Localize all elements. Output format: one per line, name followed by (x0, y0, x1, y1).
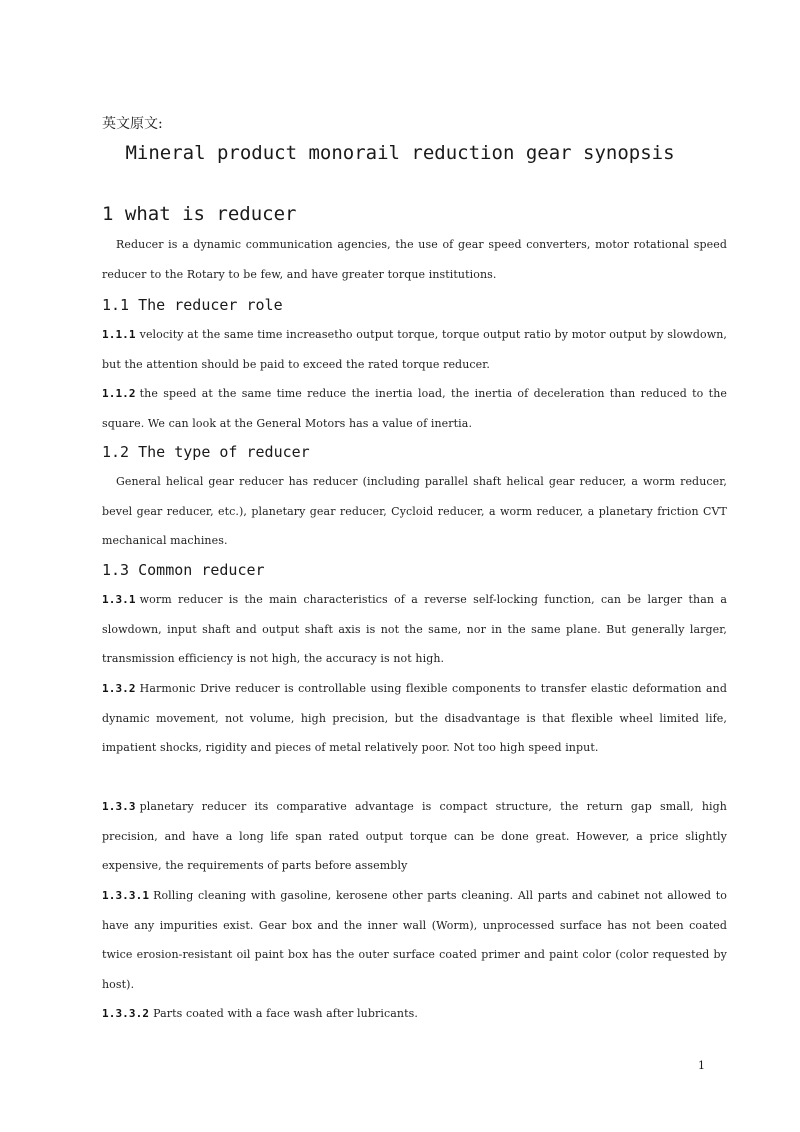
page-number: 1 (698, 1059, 705, 1072)
paragraph-1-3-3-2 (102, 999, 727, 1029)
paragraph-number: 1.1.2 (102, 387, 136, 400)
paragraph-number: 1.3.3.1 (102, 889, 150, 902)
paragraph-text: the speed at the same time reduce the inertia load, the inertia of deceleration than reduced to the square. We can look at the General Motors has a value of inertia. (102, 387, 727, 430)
paragraph-1-3-2 (102, 674, 727, 763)
heading-common-reducer: 1.3 Common reducer (102, 561, 265, 579)
paragraph-text: worm reducer is the main characteristics of a reverse self-locking function, can be larger than a slowdown, input shaft and output shaft axis is not the same, nor in the same plane. But generally larger, transmission efficiency is not high, the accuracy is not high. (102, 593, 727, 665)
paragraph-1-1-1 (102, 320, 727, 379)
paragraph-number: 1.3.2 (102, 682, 136, 695)
paragraph-1-1-2 (102, 379, 727, 438)
paragraph-text: Harmonic Drive reducer is controllable using flexible components to transfer elastic deformation and dynamic movement, not volume, high precision, but the disadvantage is that flexible wheel limited life, impatient shocks, rigidity and pieces of metal relatively poor. Not too high speed input. (102, 682, 727, 754)
heading-reducer-role: 1.1 The reducer role (102, 296, 283, 314)
paragraph-1-3-1 (102, 585, 727, 674)
heading-what-is-reducer: 1 what is reducer (102, 203, 297, 225)
paragraph-1-3-3 (102, 792, 727, 881)
paragraph-1-2: General helical gear reducer has reducer (including parallel shaft helical gear reducer, a worm reducer, bevel gear reducer, etc.), planetary gear reducer, Cycloid reducer, a worm reducer, a planetary friction CVT mechanical machines. (102, 475, 727, 547)
paragraph-1-3-3-1 (102, 881, 727, 999)
paragraph-number: 1.3.1 (102, 593, 136, 606)
paragraph-number: 1.3.3.2 (102, 1007, 150, 1020)
paragraph-text: velocity at the same time increasetho output torque, torque output ratio by motor output by slowdown, but the attention should be paid to exceed the rated torque reducer. (102, 328, 727, 371)
paragraph-text: Rolling cleaning with gasoline, kerosene other parts cleaning. All parts and cabinet not allowed to have any impurities exist. Gear box and the inner wall (Worm), unprocessed surface has not been coated twice erosion-resistant oil paint box has the outer surface coated primer and paint color (color requested by host). (102, 889, 727, 991)
paragraph-text: planetary reducer its comparative advantage is compact structure, the return gap small, high precision, and have a long life span rated output torque can be done great. However, a price slightly expensive, the requirements of parts before assembly (102, 800, 727, 872)
paragraph-text: Parts coated with a face wash after lubricants. (153, 1007, 418, 1020)
document-title: Mineral product monorail reduction gear synopsis (125, 142, 675, 164)
heading-type-of-reducer: 1.2 The type of reducer (102, 443, 310, 461)
intro-paragraph: Reducer is a dynamic communication agencies, the use of gear speed converters, motor rotational speed reducer to the Rotary to be few, and have greater torque institutions. (102, 238, 727, 281)
paragraph-number: 1.1.1 (102, 328, 136, 341)
paragraph-number: 1.3.3 (102, 800, 136, 813)
original-text-label: 英文原文: (102, 116, 163, 132)
